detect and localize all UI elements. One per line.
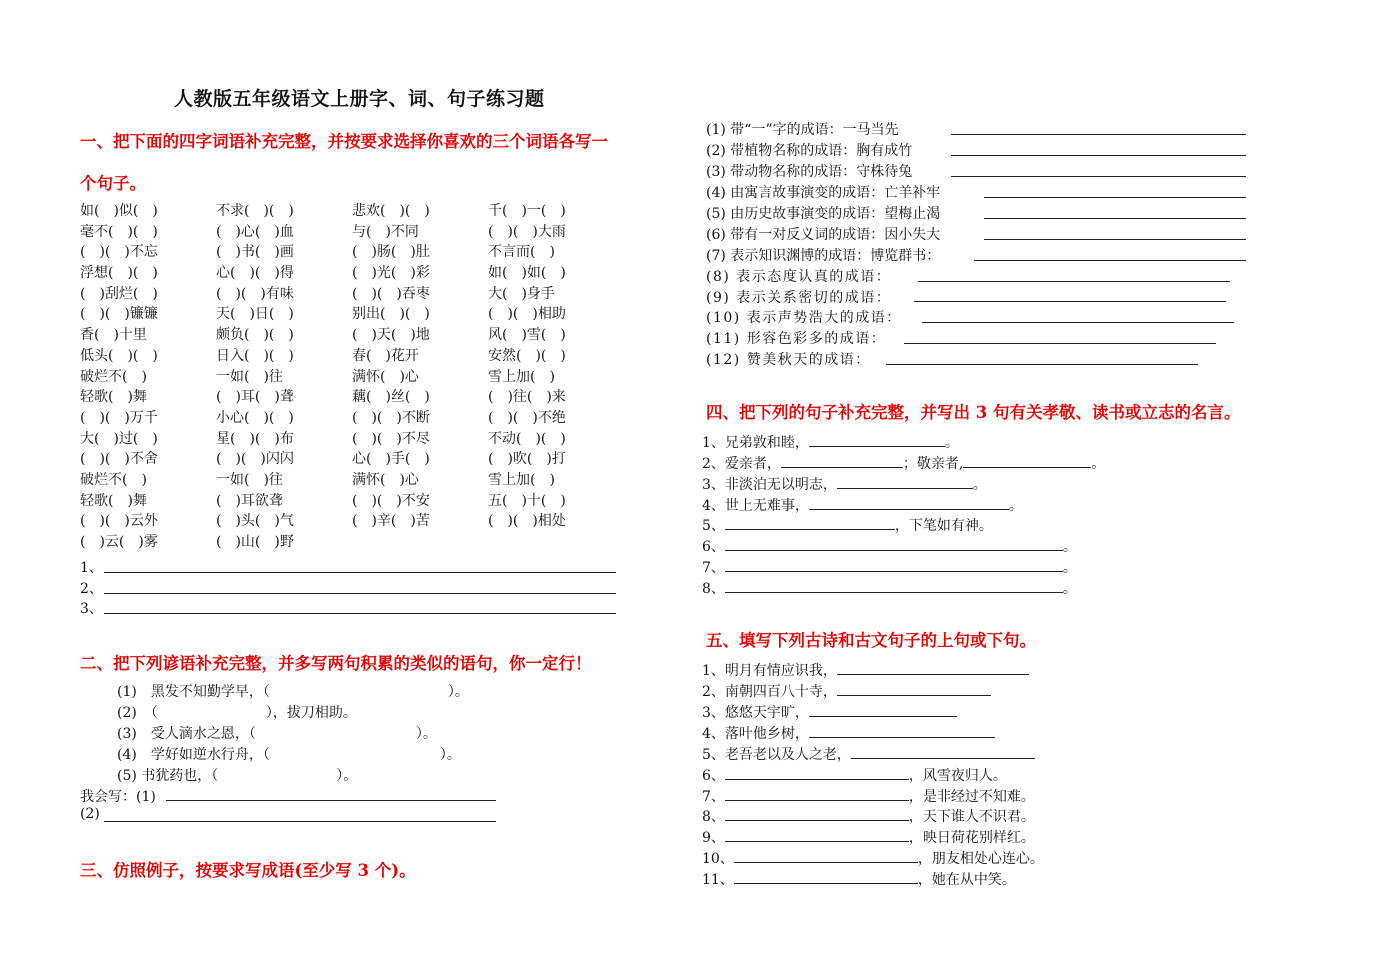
section5-heading: 五、填写下列古诗和古文句子的上句或下句。 bbox=[706, 631, 1036, 650]
poem-item: 8、 ，天下谁人不识君。 bbox=[702, 809, 1035, 825]
poem-item: 10、 ，朋友相处心连心。 bbox=[702, 851, 1044, 867]
poem-item: 4、落叶他乡树， bbox=[702, 723, 995, 743]
sentence-item: 1、兄弟敦和睦， 。 bbox=[702, 435, 959, 451]
idiom-prompt: (8) 表示态度认真的成语： bbox=[706, 269, 892, 285]
idiom-cell: 轻歌( )舞 bbox=[80, 492, 147, 509]
idiom-example: (6) 带有一对反义词的成语：因小失大 bbox=[706, 227, 941, 243]
idiom-answer-line[interactable] bbox=[922, 322, 1234, 323]
proverb-item: (5) 书犹药也，（ ）。 bbox=[117, 768, 358, 784]
idiom-cell: 毫不( )( ) bbox=[80, 223, 158, 240]
section2-heading: 二、把下列谚语补充完整，并多写两句积累的类似的语句，你一定行！ bbox=[80, 654, 592, 673]
idiom-prompt: (12) 赞美秋天的成语： bbox=[706, 352, 871, 368]
idiom-cell: 小心( )( ) bbox=[216, 409, 294, 426]
idiom-cell: ( )天( )地 bbox=[352, 327, 430, 344]
idiom-cell: ( )刮烂( ) bbox=[80, 285, 158, 302]
idiom-cell: 安然( )( ) bbox=[488, 347, 566, 364]
idiom-cell: 心( )手( ) bbox=[352, 451, 430, 468]
blank-line[interactable] bbox=[725, 558, 1063, 572]
blank-line[interactable] bbox=[851, 745, 1035, 759]
write-label-2: (2) bbox=[80, 806, 100, 822]
idiom-cell: 与( )不同 bbox=[352, 223, 419, 240]
idiom-cell: 星( )( )布 bbox=[216, 430, 294, 447]
idiom-cell: ( )( )镰镰 bbox=[80, 306, 158, 323]
idiom-cell: ( )( )不安 bbox=[352, 492, 430, 509]
blank-line[interactable] bbox=[809, 496, 1009, 510]
sentence-answer-line[interactable] bbox=[104, 593, 616, 594]
idiom-example: (1) 带“一”字的成语：一马当先 bbox=[706, 122, 899, 138]
proverb-item: (3) 受人滴水之恩，（ ）。 bbox=[117, 726, 437, 742]
idiom-cell: ( )肠( )肚 bbox=[352, 244, 430, 261]
idiom-answer-line[interactable] bbox=[904, 343, 1216, 344]
idiom-answer-line[interactable] bbox=[984, 218, 1246, 219]
write-answer-line[interactable] bbox=[166, 800, 496, 801]
blank-line[interactable] bbox=[809, 433, 945, 447]
section4-heading: 四、把下列的句子补充完整，并写出 3 句有关孝敬、读书或立志的名言。 bbox=[706, 403, 1241, 422]
blank-line[interactable] bbox=[725, 807, 909, 821]
idiom-cell: 悲欢( )( ) bbox=[352, 203, 430, 219]
idiom-cell: 别出( )( ) bbox=[352, 306, 430, 323]
idiom-cell: 不动( )( ) bbox=[488, 430, 566, 447]
sentence-answer-line[interactable] bbox=[104, 572, 616, 573]
idiom-cell: 心( )( )得 bbox=[216, 265, 294, 282]
idiom-example: (5) 由历史故事演变的成语：望梅止渴 bbox=[706, 206, 941, 222]
idiom-cell: 天( )日( ) bbox=[216, 306, 294, 323]
idiom-answer-line[interactable] bbox=[984, 239, 1246, 240]
blank-line[interactable] bbox=[725, 537, 1063, 551]
blank-line[interactable] bbox=[734, 870, 918, 884]
idiom-cell: ( )( )相处 bbox=[488, 513, 566, 530]
poem-item: 11、 ，她在从中笑。 bbox=[702, 872, 1016, 888]
poem-item: 1、明月有情应识我， bbox=[702, 660, 1029, 680]
idiom-cell: 浮想( )( ) bbox=[80, 265, 158, 282]
sentence-line-label: 1、 bbox=[80, 560, 103, 576]
idiom-cell: 低头( )( ) bbox=[80, 347, 158, 364]
idiom-cell: ( )( )不尽 bbox=[352, 430, 430, 447]
section1-heading-line2: 个句子。 bbox=[80, 174, 146, 193]
idiom-example: (3) 带动物名称的成语：守株待兔 bbox=[706, 164, 913, 180]
idiom-cell: ( )云( )雾 bbox=[80, 534, 158, 550]
blank-line[interactable] bbox=[725, 766, 909, 780]
sentence-item: 7、 。 bbox=[702, 560, 1077, 576]
blank-line[interactable] bbox=[725, 828, 909, 842]
idiom-answer-line[interactable] bbox=[886, 364, 1198, 365]
page-title: 人教版五年级语文上册字、词、句子练习题 bbox=[174, 88, 545, 110]
idiom-cell: 藕( )丝( ) bbox=[352, 389, 430, 406]
idiom-cell: 不求( )( ) bbox=[216, 203, 294, 219]
blank-line[interactable] bbox=[809, 724, 995, 738]
idiom-cell: 春( )花开 bbox=[352, 347, 419, 364]
blank-line[interactable] bbox=[734, 849, 918, 863]
idiom-cell: ( )吹( )打 bbox=[488, 451, 566, 468]
idiom-cell: ( )( )大雨 bbox=[488, 223, 566, 240]
blank-line[interactable] bbox=[963, 454, 1091, 468]
idiom-cell: ( )( )万千 bbox=[80, 409, 158, 426]
sentence-line-label: 3、 bbox=[80, 601, 103, 617]
poem-item: 2、南朝四百八十寺， bbox=[702, 681, 991, 701]
idiom-cell: 千( )一( ) bbox=[488, 203, 566, 219]
idiom-cell: ( )山( )野 bbox=[216, 534, 294, 550]
idiom-prompt: (9) 表示关系密切的成语： bbox=[706, 290, 892, 306]
idiom-answer-line[interactable] bbox=[918, 281, 1230, 282]
poem-item: 9、 ，映日荷花别样红。 bbox=[702, 830, 1035, 846]
blank-line[interactable] bbox=[725, 787, 909, 801]
sentence-item: 6、 。 bbox=[702, 539, 1077, 555]
idiom-cell: ( )光( )彩 bbox=[352, 265, 430, 282]
poem-item: 5、老吾老以及人之老， bbox=[702, 744, 1035, 764]
proverb-item: (2) （ ），拔刀相助。 bbox=[117, 705, 357, 721]
idiom-example: (4) 由寓言故事演变的成语：亡羊补牢 bbox=[706, 185, 941, 201]
sentence-item: 4、世上无难事， 。 bbox=[702, 498, 1023, 514]
idiom-cell: 不言而( ) bbox=[488, 244, 555, 261]
idiom-cell: 一如( )往 bbox=[216, 471, 283, 488]
section3-heading: 三、仿照例子，按要求写成语(至少写 3 个)。 bbox=[80, 861, 416, 880]
sentence-line-label: 2、 bbox=[80, 581, 103, 597]
blank-line[interactable] bbox=[725, 516, 895, 530]
idiom-prompt: (11) 形容色彩多的成语： bbox=[706, 331, 887, 347]
blank-line[interactable] bbox=[809, 703, 957, 717]
sentence-answer-line[interactable] bbox=[104, 613, 616, 614]
blank-line[interactable] bbox=[837, 475, 973, 489]
idiom-cell: 雪上加( ) bbox=[488, 368, 555, 385]
idiom-cell: 大( )过( ) bbox=[80, 430, 158, 447]
sentence-item: 3、非淡泊无以明志， 。 bbox=[702, 477, 987, 493]
idiom-cell: ( )书( )画 bbox=[216, 244, 294, 261]
blank-line[interactable] bbox=[837, 682, 991, 696]
idiom-cell: 香( )十里 bbox=[80, 327, 147, 344]
sentence-item: 2、爱亲者， ；敬亲者, 。 bbox=[702, 456, 1106, 472]
idiom-cell: ( )( )不绝 bbox=[488, 409, 566, 426]
sentence-item: 8、 。 bbox=[702, 581, 1077, 597]
idiom-cell: 破烂不( ) bbox=[80, 471, 147, 488]
idiom-cell: ( )( )云外 bbox=[80, 513, 158, 530]
idiom-cell: ( )( )有味 bbox=[216, 285, 294, 302]
write-label: 我会写：(1) bbox=[80, 789, 156, 805]
idiom-answer-line[interactable] bbox=[974, 260, 1246, 261]
poem-item: 7、 ，是非经过不知难。 bbox=[702, 789, 1035, 805]
idiom-cell: ( )往( )来 bbox=[488, 389, 566, 406]
idiom-cell: ( )( )不舍 bbox=[80, 451, 158, 468]
idiom-cell: ( )心( )血 bbox=[216, 223, 294, 240]
idiom-cell: 大( )身手 bbox=[488, 285, 555, 302]
section1-heading-line1: 一、把下面的四字词语补充完整，并按要求选择你喜欢的三个词语各写一 bbox=[80, 132, 608, 151]
poem-item: 6、 ，风雪夜归人。 bbox=[702, 768, 1007, 784]
idiom-example: (2) 带植物名称的成语：胸有成竹 bbox=[706, 143, 913, 159]
idiom-cell: 如( )如( ) bbox=[488, 265, 566, 282]
proverb-item: (1) 黑发不知勤学早，（ ）。 bbox=[117, 684, 469, 700]
write-answer-line[interactable] bbox=[104, 821, 496, 822]
idiom-answer-line[interactable] bbox=[984, 197, 1246, 198]
idiom-example: (7) 表示知识渊博的成语：博览群书： bbox=[706, 248, 941, 264]
idiom-cell: ( )耳欲聋 bbox=[216, 492, 283, 509]
idiom-cell: 轻歌( )舞 bbox=[80, 389, 147, 406]
idiom-answer-line[interactable] bbox=[951, 155, 1246, 156]
sentence-item: 5、 ，下笔如有神。 bbox=[702, 518, 993, 534]
idiom-cell: ( )头( )气 bbox=[216, 513, 294, 530]
idiom-cell: ( )( )吞枣 bbox=[352, 285, 430, 302]
proverb-item: (4) 学好如逆水行舟，（ ）。 bbox=[117, 747, 461, 763]
idiom-cell: 风( )雪( ) bbox=[488, 327, 566, 344]
idiom-cell: 满怀( )心 bbox=[352, 471, 419, 488]
idiom-cell: ( )辛( )苦 bbox=[352, 513, 430, 530]
idiom-cell: 破烂不( ) bbox=[80, 368, 147, 385]
idiom-cell: 满怀( )心 bbox=[352, 368, 419, 385]
idiom-cell: ( )( )不忘 bbox=[80, 244, 158, 261]
poem-item: 3、悠悠天宇旷， bbox=[702, 702, 957, 722]
idiom-cell: 五( )十( ) bbox=[488, 492, 566, 509]
idiom-cell: 日入( )( ) bbox=[216, 347, 294, 364]
idiom-answer-line[interactable] bbox=[951, 176, 1246, 177]
idiom-prompt: (10) 表示声势浩大的成语： bbox=[706, 310, 902, 326]
idiom-cell: 如( )似( ) bbox=[80, 203, 158, 219]
idiom-cell: ( )耳( )聋 bbox=[216, 389, 294, 406]
idiom-cell: 雪上加( ) bbox=[488, 471, 555, 488]
idiom-cell: 一如( )往 bbox=[216, 368, 283, 385]
idiom-answer-line[interactable] bbox=[951, 134, 1246, 135]
blank-line[interactable] bbox=[725, 579, 1063, 593]
blank-line[interactable] bbox=[781, 454, 903, 468]
idiom-cell: ( )( )相助 bbox=[488, 306, 566, 323]
idiom-cell: 颇负( )( ) bbox=[216, 327, 294, 344]
idiom-cell: ( )( )闪闪 bbox=[216, 451, 294, 468]
blank-line[interactable] bbox=[837, 661, 1029, 675]
idiom-answer-line[interactable] bbox=[914, 301, 1226, 302]
idiom-cell: ( )( )不断 bbox=[352, 409, 430, 426]
